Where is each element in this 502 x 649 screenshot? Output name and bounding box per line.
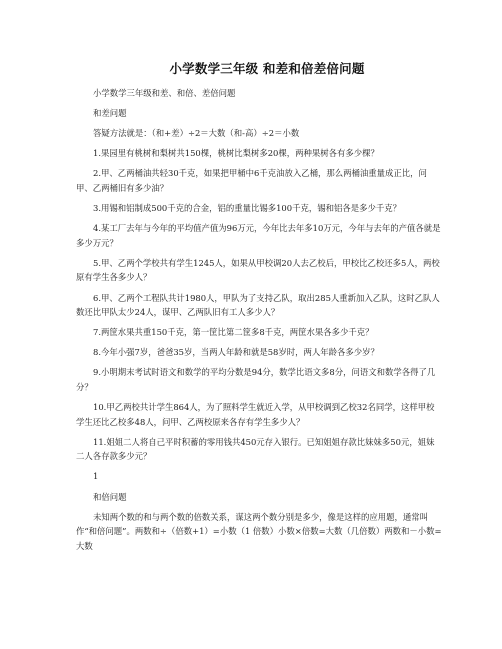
page-marker: 1 [93,471,99,482]
document-title: 小学数学三年级 和差和倍差倍问题 [169,61,365,76]
question-8: 8.今年小强7岁，爸爸35岁，当两人年龄和就是58岁时，两人年龄各多少岁？ [93,347,379,358]
question-5: 5.甲、乙两个学校共有学生1245人，如果从甲校调20人去乙校后，甲校比乙校还多5人，两校原有学生各多少人？ [76,257,440,283]
subtitle-line: 小学数学三年级和差、和倍、差倍问题 [93,88,236,98]
question-10: 10.甲乙两校共计学生864人，为了照料学生就近入学，从甲校调到乙校32名同学，这样甲校学生还比乙校多48人，问甲、乙两校原来各存有学生多少人？ [76,402,435,427]
question-11: 11.姐姐二人将自己平时积蓄的零用钱共450元存入银行。已知姐姐存款比妹妹多50元，姐妹二人各存款多少元？ [76,436,435,462]
question-3: 3.用锡和铝制成500千克的合金，铝的重量比锡多100千克，锡和铝各是多少千克？ [93,203,401,214]
section-heading-sum-difference: 和差问题 [93,108,127,119]
question-7: 7.两筐水果共重150千克，第一筐比第二筐多8千克，两筐水果各多少千克？ [93,327,374,338]
question-2: 2.甲、乙两桶油共轻30千克，如果把甲桶中6千克油放入乙桶，那么两桶油重量成正比，问甲、乙两桶旧有多少油？ [76,168,427,193]
question-9: 9.小明期末考试时语文和数学的平均分数是94分，数学比语文多8分，问语文和数学各得了几分？ [76,367,436,392]
section-heading-sum-multiple: 和倍问题 [93,491,127,502]
question-4: 4.某工厂去年与今年的平均值产值为96万元，今年比去年多10万元，今年与去年的产值各就是多少万元？ [76,223,441,248]
question-6: 6.甲、乙两个工程队共计1980人，甲队为了支持乙队，取出285人重新加入乙队，这时乙队人数还比甲队太少24人，谋甲、乙两队旧有工人多少人？ [76,292,440,318]
formula-line: 答疑方法就是：（和+差）÷2＝大数（和-高）÷2＝小数 [93,128,300,139]
sum-multiple-explanation: 未知两个数的和与两个数的倍数关系，谋这两个数分别是多少，像是这样的应用题，通常叫作“和倍问题”。两数和÷（倍数+1）=小数（1 倍数）小数×倍数=大数（几倍数）两数和－小数=大数 [76,511,442,551]
question-1: 1.果园里有桃树和梨树共150棵，桃树比梨树多20棵，两种果树各有多少棵？ [93,148,379,159]
